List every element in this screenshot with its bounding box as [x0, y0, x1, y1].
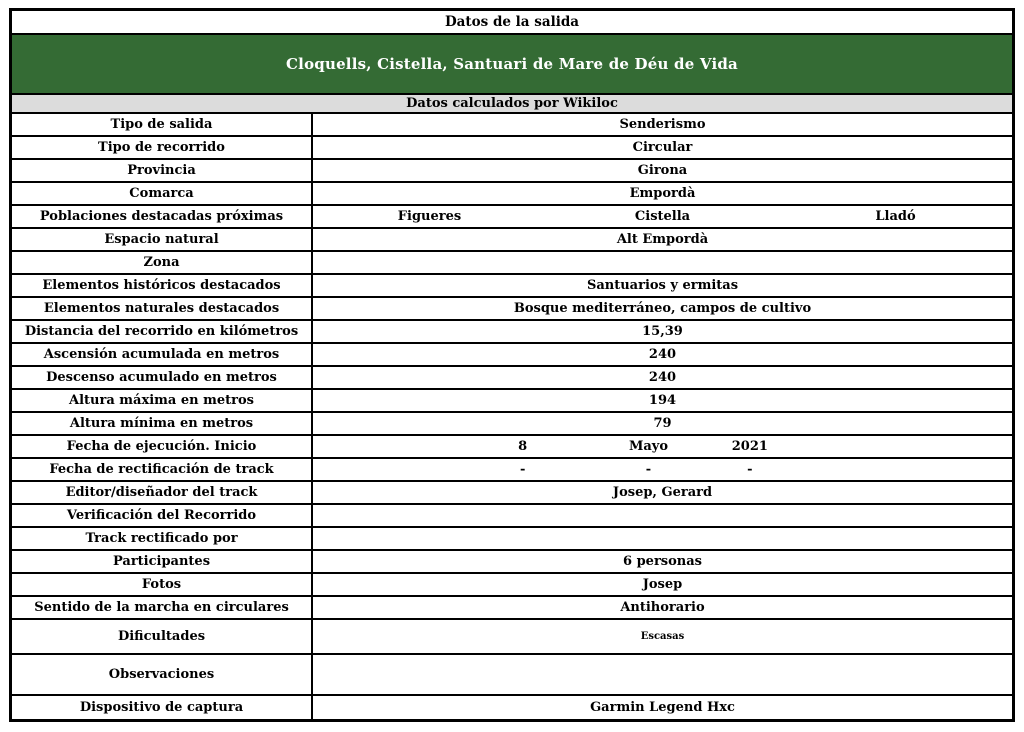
- row-label: Fecha de rectificación de track: [12, 459, 313, 480]
- table-row: [12, 250, 1012, 273]
- table-row: [12, 653, 1012, 694]
- table-row: [12, 572, 1012, 595]
- row-value: Garmin Legend Hxc: [590, 700, 735, 715]
- row-value: [313, 436, 1012, 457]
- row-value: Girona: [637, 163, 688, 178]
- row-value-cell: 2021: [731, 439, 768, 454]
- table-row: [12, 365, 1012, 388]
- row-label: Dificultades: [12, 620, 313, 653]
- table-title: Datos de la salida: [12, 11, 1012, 33]
- row-label: Descenso acumulado en metros: [12, 367, 313, 388]
- row-value: Escasas: [640, 631, 685, 642]
- table-row: [12, 319, 1012, 342]
- row-value: [313, 206, 1012, 227]
- row-value-cell: Lladó: [875, 209, 916, 224]
- row-label: Espacio natural: [12, 229, 313, 250]
- table-row: [12, 411, 1012, 434]
- row-value: Alt Empordà: [616, 232, 709, 247]
- row-value: 240: [648, 347, 677, 362]
- table-row: [12, 457, 1012, 480]
- row-value: Senderismo: [619, 117, 706, 132]
- table-row: [12, 526, 1012, 549]
- table-row: [12, 273, 1012, 296]
- table-row: [12, 342, 1012, 365]
- row-value: 79: [653, 416, 672, 431]
- section-header: Datos calculados por Wikiloc: [12, 93, 1012, 112]
- row-label: Tipo de recorrido: [12, 137, 313, 158]
- row-label: Sentido de la marcha en circulares: [12, 597, 313, 618]
- row-value: 15,39: [642, 324, 683, 339]
- table-body: [12, 112, 1012, 719]
- row-label: Elementos naturales destacados: [12, 298, 313, 319]
- row-value: [313, 528, 1012, 549]
- table-row: [12, 549, 1012, 572]
- row-value-cell: Figueres: [397, 209, 462, 224]
- row-value: Josep, Gerard: [612, 485, 713, 500]
- table-row: [12, 181, 1012, 204]
- row-label: Poblaciones destacadas próximas: [12, 206, 313, 227]
- row-value: Santuarios y ermitas: [586, 278, 739, 293]
- row-value-cell: -: [645, 462, 652, 477]
- row-label: Observaciones: [12, 655, 313, 694]
- row-value: [313, 459, 1012, 480]
- row-value: Empordà: [629, 186, 696, 201]
- row-value: [313, 252, 1012, 273]
- row-label: Track rectificado por: [12, 528, 313, 549]
- table-row: [12, 480, 1012, 503]
- row-value-cell: -: [747, 462, 753, 477]
- table-row: [12, 388, 1012, 411]
- table-row: [12, 135, 1012, 158]
- row-value: [313, 655, 1012, 694]
- row-value-cell: Cistella: [634, 209, 691, 224]
- row-value: Josep: [642, 577, 683, 592]
- row-value-cell: 8: [518, 439, 528, 454]
- spreadsheet-table: [9, 8, 1015, 722]
- row-value-cell: -: [519, 462, 526, 477]
- row-label: Provincia: [12, 160, 313, 181]
- row-label: Altura máxima en metros: [12, 390, 313, 411]
- row-label: Elementos históricos destacados: [12, 275, 313, 296]
- row-label: Altura mínima en metros: [12, 413, 313, 434]
- table-row: [12, 204, 1012, 227]
- table-row: [12, 434, 1012, 457]
- row-label: Comarca: [12, 183, 313, 204]
- row-value: 240: [648, 370, 677, 385]
- table-row: [12, 227, 1012, 250]
- table-row: [12, 595, 1012, 618]
- table-row: [12, 112, 1012, 135]
- table-row: [12, 503, 1012, 526]
- row-label: Fotos: [12, 574, 313, 595]
- row-label: Ascensión acumulada en metros: [12, 344, 313, 365]
- row-label: Verificación del Recorrido: [12, 505, 313, 526]
- row-value: 6 personas: [623, 554, 702, 569]
- row-label: Fecha de ejecución. Inicio: [12, 436, 313, 457]
- row-label: Editor/diseñador del track: [12, 482, 313, 503]
- table-row: [12, 618, 1012, 653]
- row-label: Zona: [12, 252, 313, 273]
- route-banner: Cloquells, Cistella, Santuari de Mare de Déu de Vida: [12, 33, 1012, 93]
- row-label: Dispositivo de captura: [12, 696, 313, 719]
- row-value: Antihorario: [620, 600, 705, 615]
- table-row: [12, 158, 1012, 181]
- row-value: Bosque mediterráneo, campos de cultivo: [513, 301, 812, 316]
- table-row: [12, 694, 1012, 719]
- row-value-cell: Mayo: [628, 439, 669, 454]
- table-row: [12, 296, 1012, 319]
- row-value: [313, 505, 1012, 526]
- row-label: Distancia del recorrido en kilómetros: [12, 321, 313, 342]
- row-value: Circular: [632, 140, 693, 155]
- row-label: Tipo de salida: [12, 114, 313, 135]
- row-label: Participantes: [12, 551, 313, 572]
- row-value: 194: [648, 393, 677, 408]
